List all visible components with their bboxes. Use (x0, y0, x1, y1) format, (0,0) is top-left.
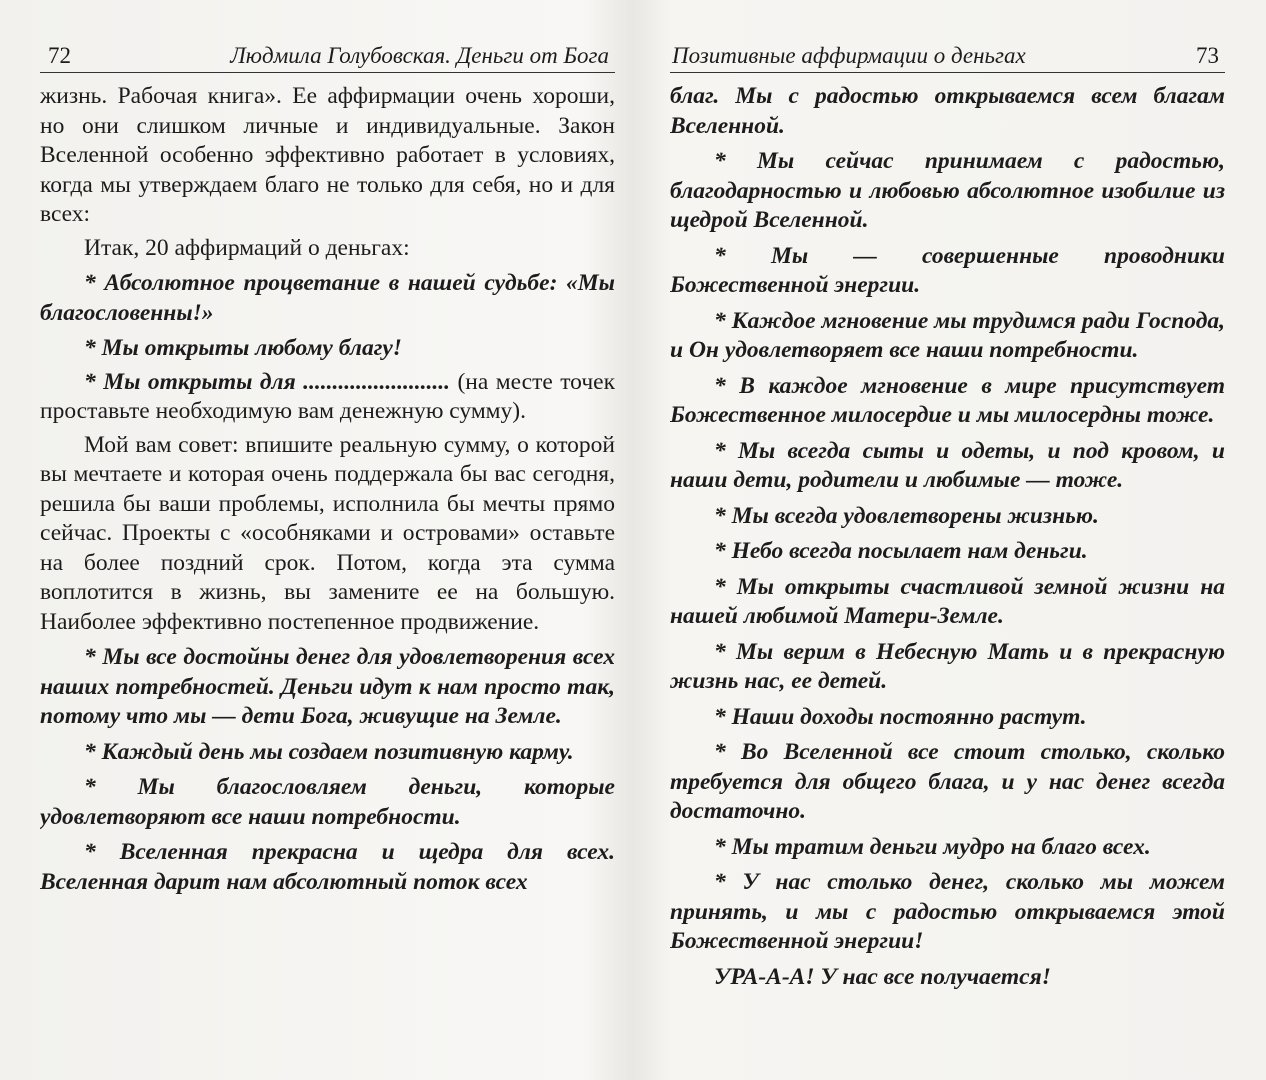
affirmation-with-blank (40, 368, 615, 427)
affirmation: * Мы всегда удовлетворены жизнью. (714, 502, 1099, 529)
closing-exclamation: УРА-А-А! У нас все получается! (714, 963, 1051, 990)
affirmation: * Наши доходы постоянно растут. (714, 703, 1087, 730)
left-page-number: 72 (48, 43, 71, 68)
fill-in-dots: ......................... (295, 368, 451, 395)
affirmation: * Небо всегда посылает нам деньги. (714, 538, 1088, 564)
affirmation: * Мы все достойны денег для удовлетворения всех наших потребностей. Деньги идут к нам просто так, потому что мы — дети Бога, живущие на Земле. (40, 644, 615, 729)
affirmation: благ. Мы с радостью открываемся всем благам Вселенной. (670, 83, 1225, 139)
paragraph: жизнь. Рабочая книга». Ее аффирмации очень хороши, но они слишком личные и индивидуальные. Закон Вселенной особенно эффективно работает в условиях, когда мы утверждаем благо не только для себя, но и для всех: (40, 83, 615, 227)
affirmation: * Мы — совершенные проводники Божественной энергии. (670, 242, 1225, 298)
paragraph: Мой вам совет: впишите реальную сумму, о которой вы мечтаете и которая очень поддержала бы вас сегодня, решила бы ваши проблемы, исполнила бы мечты прямо сейчас. Проекты с «особняками и островами» оставьте на более поздний срок. Потом, когда эта сумма воплотится в жизнь, вы замените ее на большую. Наиболее эффективно постепенное продвижение. (40, 431, 615, 635)
affirmation: * Мы сейчас принимаем с радостью, благодарностью и любовью абсолютное изобилие из щедрой Вселенной. (670, 148, 1225, 233)
affirmation: * Мы тратим деньги мудро на благо всех. (714, 833, 1151, 860)
left-page (40, 40, 615, 1060)
affirmation: * Мы благословляем деньги, которые удовлетворяют все наши потребности. (40, 774, 615, 830)
affirmation: * Во Вселенной все стоит столько, сколько требуется для общего блага, и у нас денег всегда достаточно. (670, 739, 1225, 824)
right-running-title: Позитивные аффирмации о деньгах (672, 43, 1026, 68)
paragraph: Итак, 20 аффирмаций о деньгах: (84, 234, 410, 261)
right-page (670, 40, 1225, 1060)
affirmation-note: (на месте точек проставьте необходимую вам денежную сумму). (40, 368, 615, 424)
affirmation: * Абсолютное процветание в нашей судьбе: «Мы благословенны!» (40, 270, 615, 326)
affirmation: * Мы открыты любому благу! (84, 335, 402, 361)
affirmation: * Вселенная прекрасна и щедра для всех. Вселенная дарит нам абсолютный поток всех (40, 839, 615, 895)
affirmation: * В каждое мгновение в мире присутствует Божественное милосердие и мы милосердны тоже. (670, 372, 1225, 428)
left-body-text (40, 82, 615, 897)
right-page-number: 73 (1196, 43, 1219, 68)
affirmation-bold-part: * Мы открыты для (84, 368, 296, 395)
affirmation: * У нас столько денег, сколько мы можем принять, и мы с радостью открываемся этой Божественной энергии! (670, 869, 1225, 954)
left-running-title: Людмила Голубовская. Деньги от Бога (230, 43, 609, 68)
affirmation: * Каждый день мы создаем позитивную карму. (84, 738, 574, 765)
affirmation: * Мы верим в Небесную Мать и в прекрасную жизнь нас, ее детей. (670, 638, 1225, 694)
affirmation: * Мы открыты счастливой земной жизни на нашей любимой Матери-Земле. (670, 573, 1225, 629)
affirmation: * Мы всегда сыты и одеты, и под кровом, и наши дети, родители и любимые — тоже. (670, 437, 1225, 493)
right-body-text (670, 82, 1225, 992)
affirmation: * Каждое мгновение мы трудимся ради Господа, и Он удовлетворяет все наши потребности. (670, 307, 1225, 363)
right-running-head (670, 40, 1225, 73)
left-running-head (40, 40, 615, 73)
